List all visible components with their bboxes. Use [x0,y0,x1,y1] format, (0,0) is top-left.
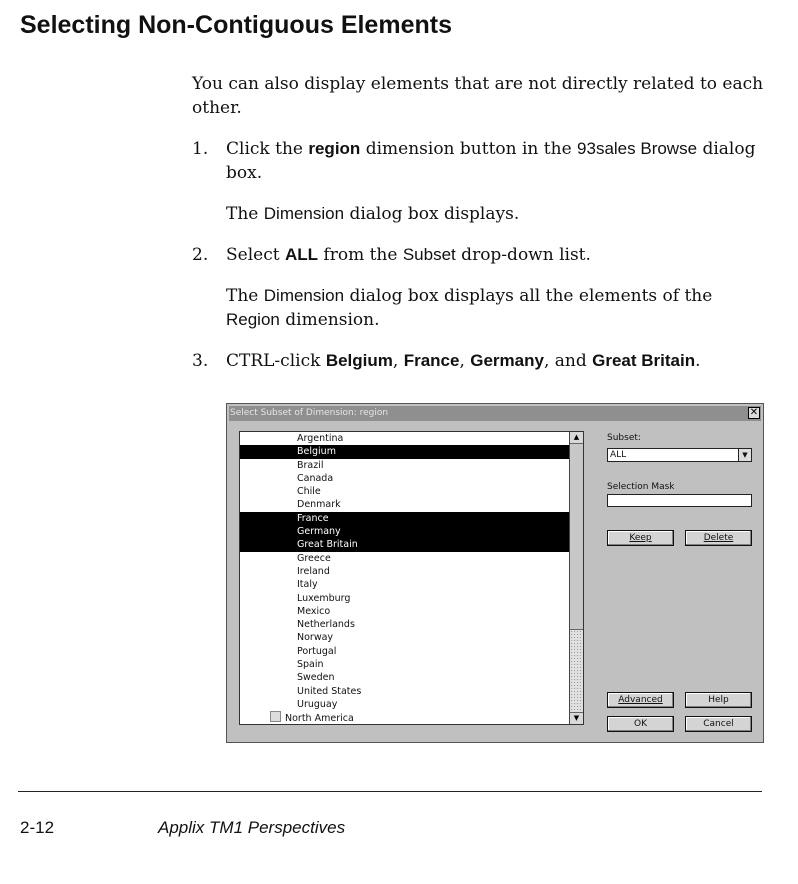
element-listbox[interactable] [239,431,584,725]
footer-divider [18,791,762,792]
ui-term: France [403,351,460,370]
button-label: Advanced [618,695,663,705]
scroll-down-icon[interactable]: ▼ [570,712,583,724]
button-label: Delete [703,533,734,543]
close-icon[interactable]: ✕ [749,407,759,418]
book-title: Applix TM1 Perspectives [158,818,346,837]
step-2-result [226,284,766,332]
list-item[interactable]: Luxemburg [297,592,351,604]
button-label: Keep [629,533,652,543]
ui-term: Dimension [263,204,345,223]
list-scrollbar[interactable] [569,432,583,724]
text-run: dimension button in the [360,139,578,159]
subset-dialog [226,403,764,743]
step-number: 1. [192,139,209,159]
text-run: , [392,351,404,371]
checkbox-icon[interactable] [270,711,281,722]
text-run: dialog box displays all the elements of the [344,286,713,306]
intro-paragraph: You can also display elements that are not directly related to each other. [192,74,764,118]
cancel-button[interactable] [685,716,752,732]
list-item[interactable]: Argentina [297,433,344,444]
ui-term: Germany [470,351,544,370]
list-item[interactable]: Canada [297,472,334,484]
advanced-button[interactable] [607,692,674,708]
ui-term: Dimension [263,286,345,305]
selection-mask-input[interactable] [607,494,752,507]
button-label: OK [634,719,647,729]
list-item[interactable]: Great Britain [240,538,569,551]
list-item[interactable]: Belgium [240,445,569,458]
list-item[interactable]: Sweden [297,672,335,684]
list-item[interactable]: Greece [297,552,331,564]
list-item[interactable]: Ireland [297,565,330,577]
list-item[interactable]: Portugal [297,645,337,657]
text-run: dialog box displays. [344,204,520,224]
page-number: 2-12 [20,818,55,837]
list-item[interactable]: Denmark [297,499,341,511]
list-item[interactable]: Spain [297,659,324,671]
keep-button[interactable] [607,530,674,546]
list-item[interactable]: Italy [297,579,318,591]
scroll-track[interactable] [570,630,583,712]
chevron-down-icon[interactable]: ▼ [738,449,751,461]
text-run: , and [543,351,593,371]
step-text [226,349,766,373]
list-item[interactable]: France [240,512,569,525]
scroll-thumb[interactable] [570,444,583,630]
list-item[interactable]: United States [297,685,362,697]
ui-term: ALL [284,245,319,264]
subset-label: Subset: [607,433,641,443]
text-run: Select [226,245,285,265]
list-item[interactable]: Chile [297,486,321,498]
text-run: , [459,351,471,371]
ui-term: Region [226,310,280,329]
ui-term: 93sales Browse [577,139,698,158]
step-text [226,243,766,267]
ui-term: Great Britain [592,351,696,370]
list-item[interactable]: Netherlands [297,619,355,631]
list-item[interactable]: Uruguay [297,698,338,710]
list-item-parent[interactable] [240,711,569,724]
list-item-label: North America [285,713,354,725]
delete-button[interactable] [685,530,752,546]
step-number: 3. [192,351,209,371]
step-number: 2. [192,245,209,265]
dialog-titlebar [229,406,761,421]
help-button[interactable] [685,692,752,708]
button-label: Cancel [703,719,734,729]
dialog-title: Select Subset of Dimension: region [230,408,389,418]
scroll-up-icon[interactable]: ▲ [570,432,583,444]
text-run: The [226,286,264,306]
selection-mask-label: Selection Mask [607,482,675,492]
text-run: The [226,204,264,224]
text-run: CTRL-click [226,351,326,371]
text-run: . [695,351,701,371]
subset-dropdown[interactable] [607,448,752,462]
page-title: Selecting Non-Contiguous Elements [20,11,452,39]
list-item[interactable]: Brazil [297,459,324,471]
ui-term: region [308,139,361,158]
list-item[interactable]: Germany [240,525,569,538]
list-items [240,432,583,711]
text-run: dialog box. [226,139,756,183]
list-item[interactable]: Mexico [297,605,331,617]
step-1-result [226,202,766,226]
ok-button[interactable] [607,716,674,732]
text-run: drop-down list. [455,245,591,265]
ui-term: Belgium [325,351,393,370]
button-label: Help [708,695,729,705]
ui-term: Subset [402,245,456,264]
text-run: Click the [226,139,309,159]
list-item[interactable]: Norway [297,632,334,644]
subset-value: ALL [610,450,627,460]
text-run: from the [318,245,403,265]
text-run: dimension. [279,310,380,330]
step-text [226,137,766,185]
